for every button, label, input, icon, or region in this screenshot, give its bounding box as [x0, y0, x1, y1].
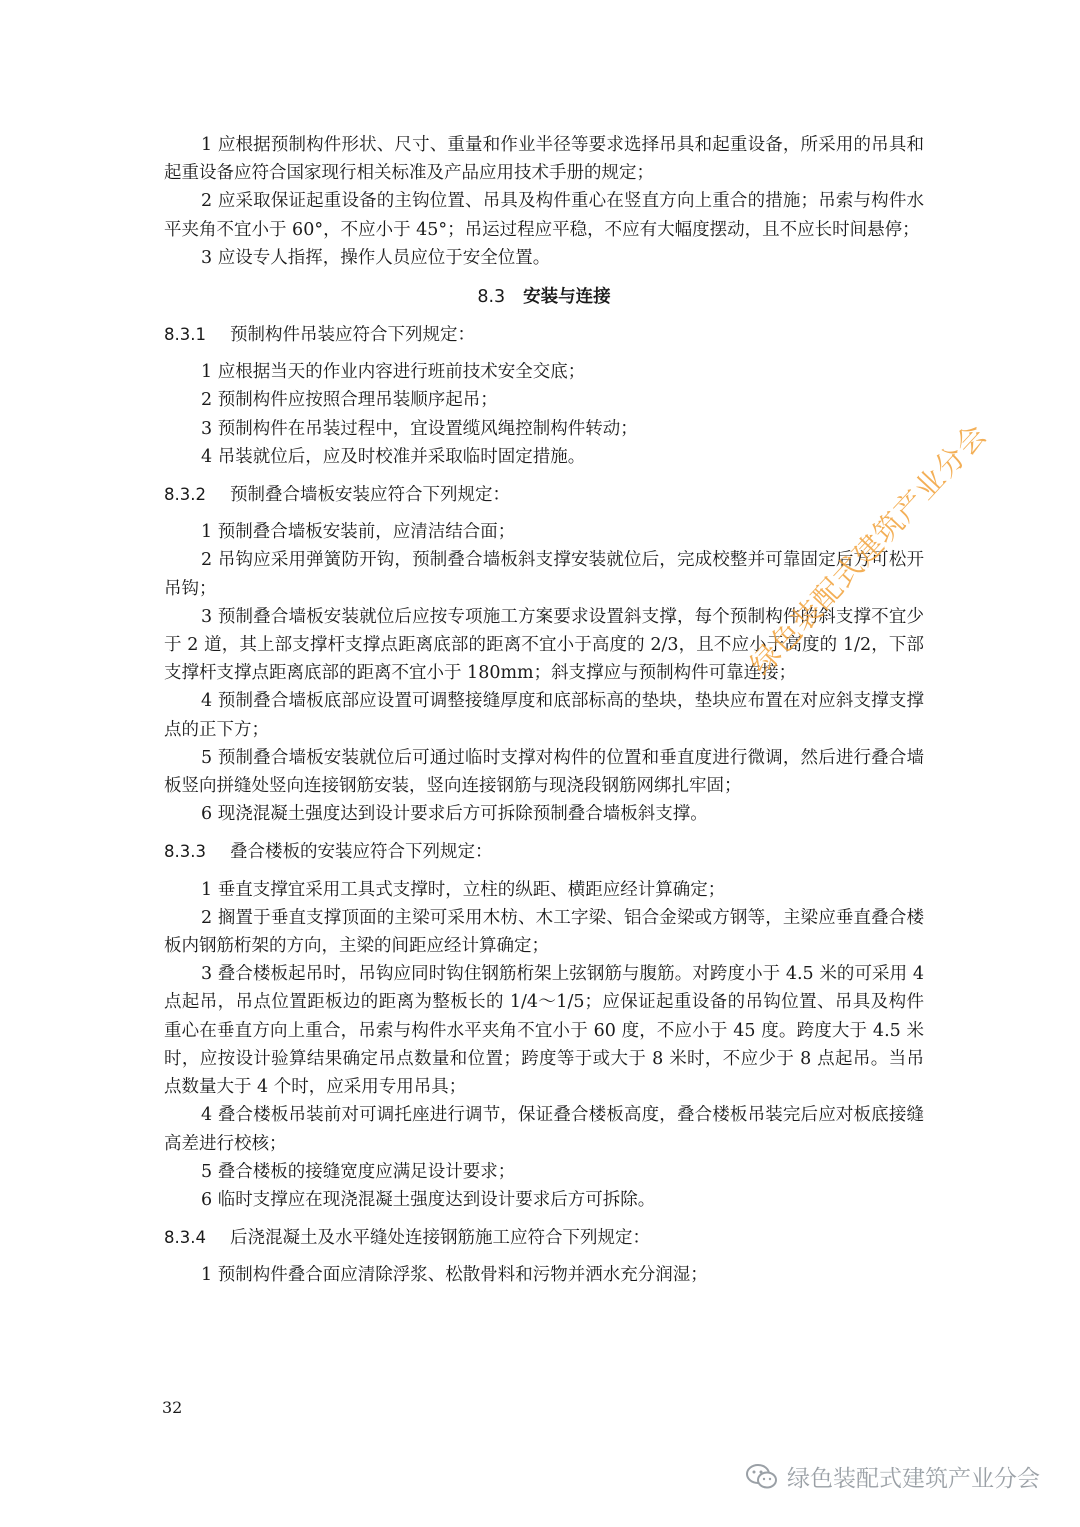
- clause-heading-8-3-4: [164, 1224, 924, 1252]
- clause-number: 8.3.2: [164, 485, 206, 505]
- clause-item: 2 预制构件应按照合理吊装顺序起吊；: [201, 390, 498, 411]
- clause-item: 1 预制构件叠合面应清除浮浆、松散骨料和污物并洒水充分润湿；: [201, 1265, 708, 1286]
- wechat-icon: [745, 1462, 779, 1492]
- clause-item: 5 叠合楼板的接缝宽度应满足设计要求；: [201, 1161, 516, 1182]
- section-heading: [164, 283, 924, 311]
- section-number: 8.3: [477, 287, 506, 308]
- clause-item: 6 临时支撑应在现浇混凝土强度达到设计要求后方可拆除。: [201, 1189, 656, 1210]
- clause-number: 8.3.3: [164, 842, 206, 862]
- clause-item: 4 预制叠合墙板底部应设置可调整接缝厚度和底部标高的垫块，垫块应布置在对应斜支撑支撑点的正下方；: [164, 691, 924, 740]
- document-body: [164, 131, 924, 1290]
- clause-heading-8-3-1: [164, 321, 924, 349]
- intro-item-3: 3 应设专人指挥，操作人员应位于安全位置。: [201, 247, 551, 268]
- footer-watermark: [745, 1460, 1040, 1493]
- clause-title: 后浇混凝土及水平缝处连接钢筋施工应符合下列规定：: [230, 1228, 650, 1249]
- clause-number: 8.3.4: [164, 1228, 206, 1248]
- clause-number: 8.3.1: [164, 325, 206, 345]
- clause-item: 4 吊装就位后，应及时校准并采取临时固定措施。: [201, 446, 586, 467]
- page-number: 32: [162, 1398, 183, 1417]
- clause-item: 1 预制叠合墙板安装前，应清洁结合面；: [201, 522, 516, 543]
- clause-heading-8-3-2: [164, 481, 924, 509]
- clause-title: 预制构件吊装应符合下列规定：: [230, 325, 475, 346]
- footer-text: 绿色装配式建筑产业分会: [787, 1466, 1040, 1492]
- clause-title: 预制叠合墙板安装应符合下列规定：: [230, 485, 510, 506]
- clause-item: 2 吊钩应采用弹簧防开钩，预制叠合墙板斜支撑安装就位后，完成校整并可靠固定后方可松开吊钩；: [164, 550, 924, 599]
- clause-item: 5 预制叠合墙板安装就位后可通过临时支撑对构件的位置和垂直度进行微调，然后进行叠合墙板竖向拼缝处竖向连接钢筋安装，竖向连接钢筋与现浇段钢筋网绑扎牢固；: [164, 747, 924, 797]
- clause-item: 1 应根据当天的作业内容进行班前技术安全交底；: [201, 362, 586, 383]
- intro-item-2: 2 应采取保证起重设备的主钩位置、吊具及构件重心在竖直方向上重合的措施；吊索与构件水平夹角不宜小于 60°，不应小于 45°；吊运过程应平稳，不应有大幅度摆动，且不应长时间悬停；: [164, 191, 924, 240]
- clause-item: 3 叠合楼板起吊时，吊钩应同时钩住钢筋桁架上弦钢筋与腹筋。对跨度小于 4.5 米的可采用 4 点起吊，吊点位置距板边的距离为整板长的 1/4～1/5；应保证起重设备的吊钩位置、吊具及构件重心在垂直方向上重合，吊索与构件水平夹角不宜小于 60 度，不应小于 45 度。跨度大于 4.5 米时，应按设计验算结果确定吊点数量和位置；跨度等于或大于 8 米时，不应少于 8 点起吊。当吊点数量大于 4 个时，应采用专用吊具；: [164, 964, 924, 1098]
- clause-title: 叠合楼板的安装应符合下列规定：: [230, 842, 493, 863]
- section-title: 安装与连接: [523, 287, 611, 308]
- watermark-stamp: 绿色装配式建筑产业分会: [743, 417, 994, 682]
- clause-item: 2 搁置于垂直支撑顶面的主梁可采用木枋、木工字梁、铝合金梁或方钢等，主梁应垂直叠合楼板内钢筋桁架的方向，主梁的间距应经计算确定；: [164, 907, 924, 957]
- clause-item: 3 预制构件在吊装过程中，宜设置缆风绳控制构件转动；: [201, 418, 638, 439]
- clause-item: 3 预制叠合墙板安装就位后应按专项施工方案要求设置斜支撑，每个预制构件的斜支撑不宜少于 2 道，其上部支撑杆支撑点距离底部的距离不宜小于高度的 2/3，且不应小于高度的 1/2，下部支撑杆支撑点距离底部的距离不宜小于 180mm；斜支撑应与预制构件可靠连接；: [164, 606, 924, 684]
- clause-item: 6 现浇混凝土强度达到设计要求后方可拆除预制叠合墙板斜支撑。: [201, 804, 708, 825]
- clause-item: 4 叠合楼板吊装前对可调托座进行调节，保证叠合楼板高度，叠合楼板吊装完后应对板底接缝高差进行校核；: [164, 1105, 924, 1154]
- clause-heading-8-3-3: [164, 838, 924, 866]
- intro-item-1: 1 应根据预制构件形状、尺寸、重量和作业半径等要求选择吊具和起重设备，所采用的吊具和起重设备应符合国家现行相关标准及产品应用技术手册的规定；: [164, 135, 924, 184]
- clause-item: 1 垂直支撑宜采用工具式支撑时，立柱的纵距、横距应经计算确定；: [201, 879, 726, 900]
